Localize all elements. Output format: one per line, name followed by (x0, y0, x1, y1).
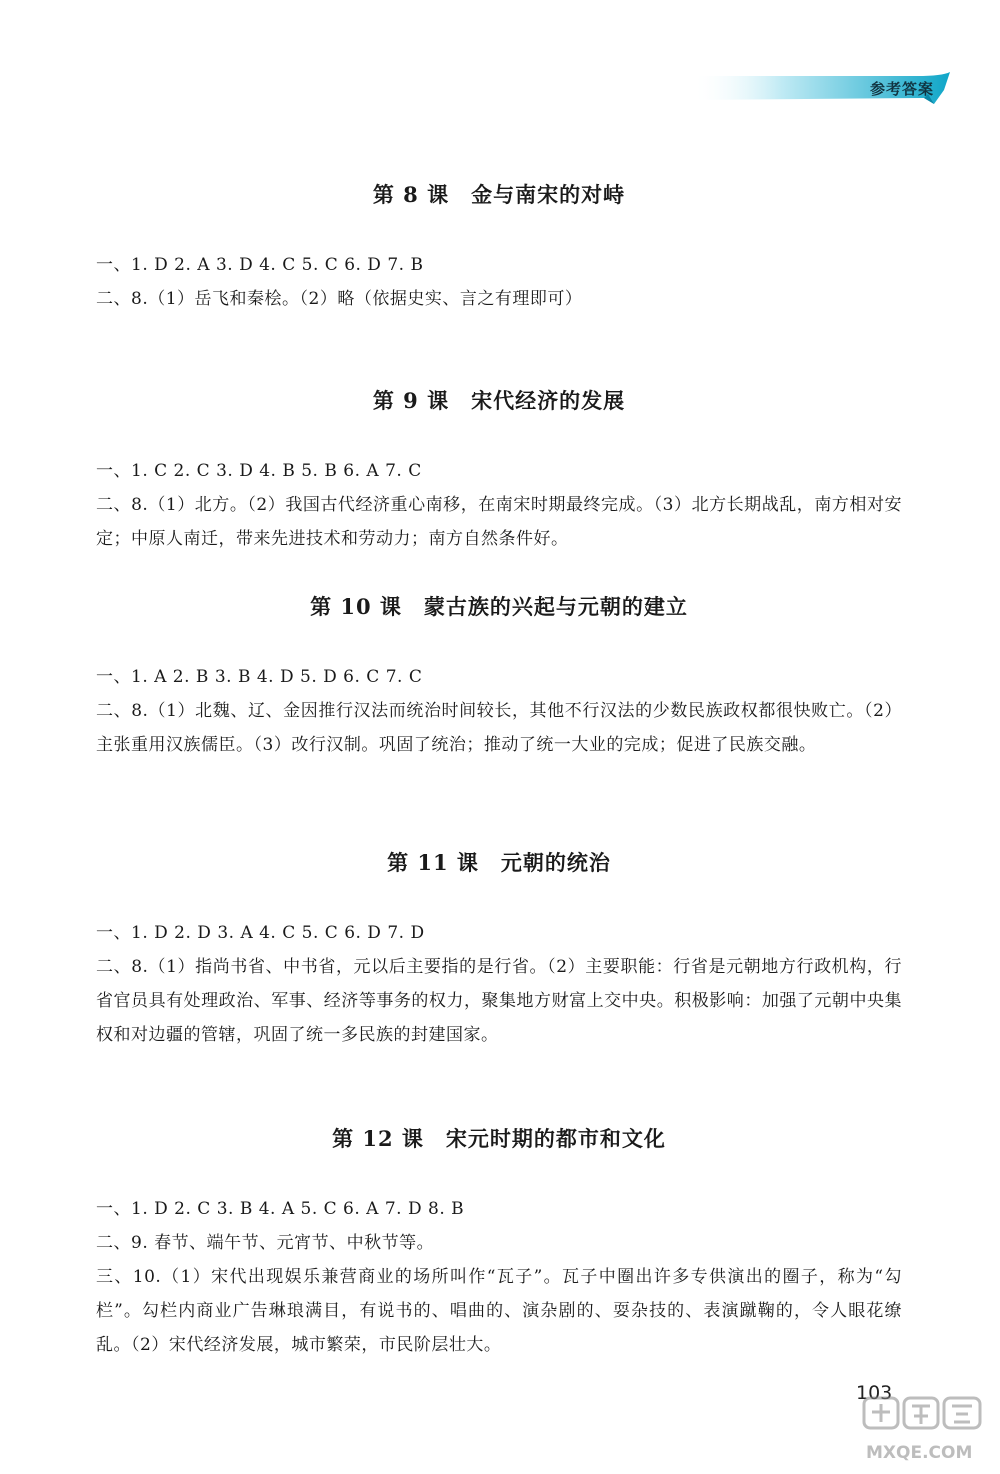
answer-line: 一、1. D 2. C 3. B 4. A 5. C 6. A 7. D 8. B (96, 1199, 465, 1219)
lesson-number: 第 10 课 (310, 594, 402, 619)
lesson-answers (96, 248, 902, 316)
lesson-title (96, 180, 902, 210)
lesson-11 (96, 848, 902, 1052)
answer-line: 二、8.（1）北方。（2）我国古代经济重心南移，在南宋时期最终完成。（3）北方长期战乱，南方相对安定；中原人南迁，带来先进技术和劳动力；南方自然条件好。 (96, 495, 902, 549)
lesson-answers (96, 660, 902, 762)
lesson-answers (96, 454, 902, 556)
watermark-logo (858, 1392, 988, 1468)
lesson-8 (96, 180, 902, 316)
lesson-title (96, 386, 902, 416)
lesson-12 (96, 1124, 902, 1362)
lesson-name: 蒙古族的兴起与元朝的建立 (423, 594, 688, 619)
lesson-number: 第 11 课 (387, 850, 479, 875)
answer-line: 二、8.（1）指尚书省、中书省，元以后主要指的是行省。（2）主要职能：行省是元朝地方行政机构，行省官员具有处理政治、军事、经济等事务的权力，聚集地方财富上交中央。积极影响：加强了元朝中央集权和对边疆的管辖，巩固了统一多民族的封建国家。 (96, 957, 902, 1045)
header-banner (692, 72, 952, 106)
lesson-title (96, 1124, 902, 1154)
answer-line: 一、1. C 2. C 3. D 4. B 5. B 6. A 7. C (96, 461, 422, 481)
lesson-name: 金与南宋的对峙 (471, 182, 626, 207)
answer-line: 二、8.（1）北魏、辽、金因推行汉法而统治时间较长，其他不行汉法的少数民族政权都很快败亡。（2）主张重用汉族儒臣。（3）改行汉制。巩固了统治；推动了统一大业的完成；促进了民族交融。 (96, 701, 902, 755)
lesson-9 (96, 386, 902, 556)
watermark-icon (858, 1392, 988, 1468)
lesson-number: 第 8 课 (372, 182, 450, 207)
lesson-answers (96, 916, 902, 1052)
lesson-name: 宋元时期的都市和文化 (445, 1126, 666, 1151)
lesson-title (96, 592, 902, 622)
lesson-answers (96, 1192, 902, 1362)
header-label: 参考答案 (869, 80, 934, 98)
answer-line: 一、1. D 2. A 3. D 4. C 5. C 6. D 7. B (96, 255, 424, 275)
lesson-title (96, 848, 902, 878)
answer-line: 一、1. A 2. B 3. B 4. D 5. D 6. C 7. C (96, 667, 423, 687)
lesson-name: 元朝的统治 (500, 850, 611, 875)
lesson-number: 第 9 课 (372, 388, 450, 413)
watermark-text: MXQE.COM (866, 1443, 973, 1463)
answer-line: 三、10.（1）宋代出现娱乐兼营商业的场所叫作“瓦子”。瓦子中圈出许多专供演出的圈子，称为“勾栏”。勾栏内商业广告琳琅满目，有说书的、唱曲的、演杂剧的、耍杂技的、表演蹴鞠的，令人眼花缭乱。（2）宋代经济发展，城市繁荣，市民阶层壮大。 (96, 1267, 902, 1355)
page-number: 103 (856, 1382, 893, 1404)
lesson-10 (96, 592, 902, 762)
lesson-number: 第 12 课 (332, 1126, 424, 1151)
answer-line: 一、1. D 2. D 3. A 4. C 5. C 6. D 7. D (96, 923, 425, 943)
answer-line: 二、8.（1）岳飞和秦桧。（2）略（依据史实、言之有理即可） (96, 289, 583, 309)
lesson-name: 宋代经济的发展 (471, 388, 626, 413)
answer-line: 二、9. 春节、端午节、元宵节、中秋节等。 (96, 1233, 435, 1253)
